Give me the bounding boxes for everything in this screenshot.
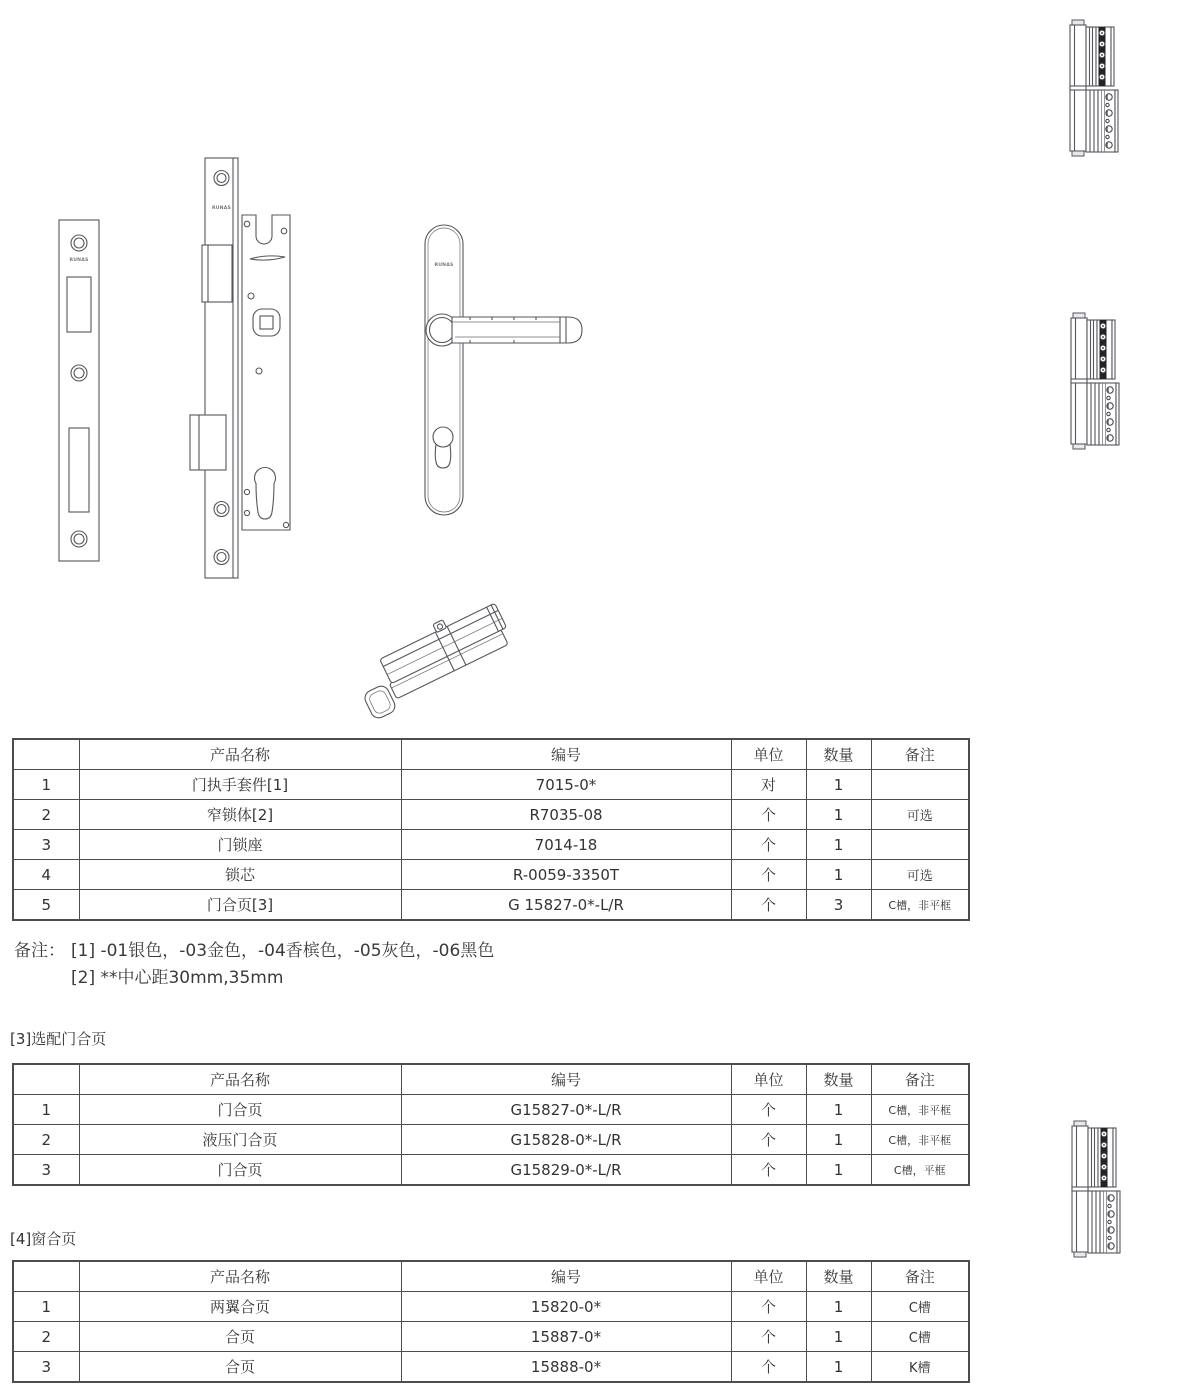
table-cell: 1 bbox=[806, 860, 871, 890]
table-cell: 可选 bbox=[871, 860, 969, 890]
table-cell: 窄锁体[2] bbox=[79, 800, 401, 830]
table-cell: 1 bbox=[806, 800, 871, 830]
table-cell: 1 bbox=[806, 1322, 871, 1352]
column-header: 单位 bbox=[731, 1261, 806, 1292]
column-header: 数量 bbox=[806, 1064, 871, 1095]
column-header: 备注 bbox=[871, 1064, 969, 1095]
table-cell: 门合页[3] bbox=[79, 890, 401, 921]
table-cell: 合页 bbox=[79, 1322, 401, 1352]
table-cell: 1 bbox=[806, 1292, 871, 1322]
strike-plate-drawing bbox=[59, 220, 99, 561]
table-cell: 门合页 bbox=[79, 1155, 401, 1186]
table-cell bbox=[871, 770, 969, 800]
table-cell: 3 bbox=[13, 1352, 79, 1383]
table-cell: 合页 bbox=[79, 1352, 401, 1383]
header-row bbox=[13, 739, 969, 770]
table-cell: 个 bbox=[731, 1292, 806, 1322]
table-cell: 门合页 bbox=[79, 1095, 401, 1125]
lock-case bbox=[242, 215, 290, 530]
remark-line-2: [2] **中心距30mm,35mm bbox=[71, 968, 284, 988]
header-row bbox=[13, 1064, 969, 1095]
table-cell: 1 bbox=[806, 1352, 871, 1383]
table-cell: 1 bbox=[13, 1095, 79, 1125]
table-row bbox=[13, 830, 969, 860]
optional-door-hinges-table-wrap bbox=[12, 1063, 970, 1186]
table-cell: 门锁座 bbox=[79, 830, 401, 860]
hinge-drawing-bottom bbox=[1072, 1121, 1120, 1257]
header-row bbox=[13, 1261, 969, 1292]
brand-logo: RUNAS bbox=[212, 206, 231, 211]
euro-keyhole-cutout bbox=[433, 427, 453, 468]
column-header: 编号 bbox=[401, 1064, 731, 1095]
table-row bbox=[13, 1352, 969, 1383]
section-title-optional-door-hinges: [3]选配门合页 bbox=[10, 1030, 107, 1048]
table-cell: 锁芯 bbox=[79, 860, 401, 890]
column-header: 产品名称 bbox=[79, 1261, 401, 1292]
table-cell: C槽，非平框 bbox=[871, 1125, 969, 1155]
table-cell: 可选 bbox=[871, 800, 969, 830]
section-title-window-hinges: [4]窗合页 bbox=[10, 1230, 77, 1248]
table-row bbox=[13, 1095, 969, 1125]
table-cell: 4 bbox=[13, 860, 79, 890]
table-cell: C槽，平框 bbox=[871, 1155, 969, 1186]
table-row bbox=[13, 1125, 969, 1155]
cylinder-drawing bbox=[348, 596, 518, 721]
column-header: 产品名称 bbox=[79, 739, 401, 770]
handle-set-drawing bbox=[425, 225, 582, 515]
table-cell: 2 bbox=[13, 800, 79, 830]
table-cell: 1 bbox=[806, 1125, 871, 1155]
column-header bbox=[13, 1064, 79, 1095]
table-cell: 液压门合页 bbox=[79, 1125, 401, 1155]
table-cell: 个 bbox=[731, 860, 806, 890]
table-cell: 2 bbox=[13, 1322, 79, 1352]
column-header bbox=[13, 1261, 79, 1292]
column-header: 产品名称 bbox=[79, 1064, 401, 1095]
table-cell: 15887-0* bbox=[401, 1322, 731, 1352]
table-cell: 1 bbox=[806, 1155, 871, 1186]
table-cell: 个 bbox=[731, 1155, 806, 1186]
dead-bolt bbox=[190, 415, 226, 470]
table-cell: R-0059-3350T bbox=[401, 860, 731, 890]
table-row bbox=[13, 890, 969, 921]
table-cell: 5 bbox=[13, 890, 79, 921]
column-header: 编号 bbox=[401, 739, 731, 770]
table-cell: C槽，非平框 bbox=[871, 1095, 969, 1125]
table-cell: 对 bbox=[731, 770, 806, 800]
table-cell: K槽 bbox=[871, 1352, 969, 1383]
optional-door-hinges-table bbox=[12, 1063, 970, 1186]
table-cell: 个 bbox=[731, 830, 806, 860]
table-cell: G15827-0*-L/R bbox=[401, 1095, 731, 1125]
table-cell: 门执手套件[1] bbox=[79, 770, 401, 800]
table-cell: G 15827-0*-L/R bbox=[401, 890, 731, 921]
column-header bbox=[13, 739, 79, 770]
table-cell: R7035-08 bbox=[401, 800, 731, 830]
table-cell: G15828-0*-L/R bbox=[401, 1125, 731, 1155]
hinge-drawing-top bbox=[1070, 20, 1118, 156]
table-row bbox=[13, 1322, 969, 1352]
main-parts-table-wrap bbox=[12, 738, 970, 921]
window-hinges-table bbox=[12, 1260, 970, 1383]
window-hinges-table-wrap bbox=[12, 1260, 970, 1383]
table-cell: 个 bbox=[731, 890, 806, 921]
table-cell: 个 bbox=[731, 1125, 806, 1155]
table-cell: 3 bbox=[13, 1155, 79, 1186]
table-cell: 15820-0* bbox=[401, 1292, 731, 1322]
table-cell: G15829-0*-L/R bbox=[401, 1155, 731, 1186]
lock-body-drawing bbox=[190, 158, 290, 578]
table-row bbox=[13, 1155, 969, 1186]
table-cell: 1 bbox=[806, 830, 871, 860]
table-cell: 3 bbox=[13, 830, 79, 860]
column-header: 备注 bbox=[871, 739, 969, 770]
table-cell: 7015-0* bbox=[401, 770, 731, 800]
column-header: 单位 bbox=[731, 739, 806, 770]
table-cell: 1 bbox=[13, 1292, 79, 1322]
table-cell: C槽，非平框 bbox=[871, 890, 969, 921]
remark-line-1: [1] -01银色，-03金色，-04香槟色，-05灰色，-06黑色 bbox=[71, 941, 495, 961]
table-cell: 个 bbox=[731, 1095, 806, 1125]
remarks-prefix: 备注： bbox=[14, 941, 65, 961]
column-header: 数量 bbox=[806, 1261, 871, 1292]
hinge-drawing-middle bbox=[1071, 313, 1119, 449]
table-row bbox=[13, 860, 969, 890]
table-row bbox=[13, 800, 969, 830]
column-header: 数量 bbox=[806, 739, 871, 770]
table-cell: 个 bbox=[731, 800, 806, 830]
brand-logo: RUNAS bbox=[434, 263, 454, 268]
table-row bbox=[13, 1292, 969, 1322]
table-cell: C槽 bbox=[871, 1322, 969, 1352]
table-cell: 1 bbox=[13, 770, 79, 800]
table-cell: 个 bbox=[731, 1322, 806, 1352]
table-cell: 1 bbox=[806, 770, 871, 800]
table-cell: 2 bbox=[13, 1125, 79, 1155]
column-header: 单位 bbox=[731, 1064, 806, 1095]
table-cell: 个 bbox=[731, 1352, 806, 1383]
table-cell bbox=[871, 830, 969, 860]
brand-logo: RUNAS bbox=[69, 258, 89, 263]
table-cell: 15888-0* bbox=[401, 1352, 731, 1383]
table-cell: 3 bbox=[806, 890, 871, 921]
table-cell: 两翼合页 bbox=[79, 1292, 401, 1322]
table-row bbox=[13, 770, 969, 800]
column-header: 备注 bbox=[871, 1261, 969, 1292]
table-cell: C槽 bbox=[871, 1292, 969, 1322]
table-cell: 7014-18 bbox=[401, 830, 731, 860]
column-header: 编号 bbox=[401, 1261, 731, 1292]
remarks-block bbox=[14, 938, 494, 992]
table-cell: 1 bbox=[806, 1095, 871, 1125]
latch-bolt bbox=[202, 245, 232, 302]
lever-handle bbox=[452, 317, 582, 343]
main-parts-table bbox=[12, 738, 970, 921]
